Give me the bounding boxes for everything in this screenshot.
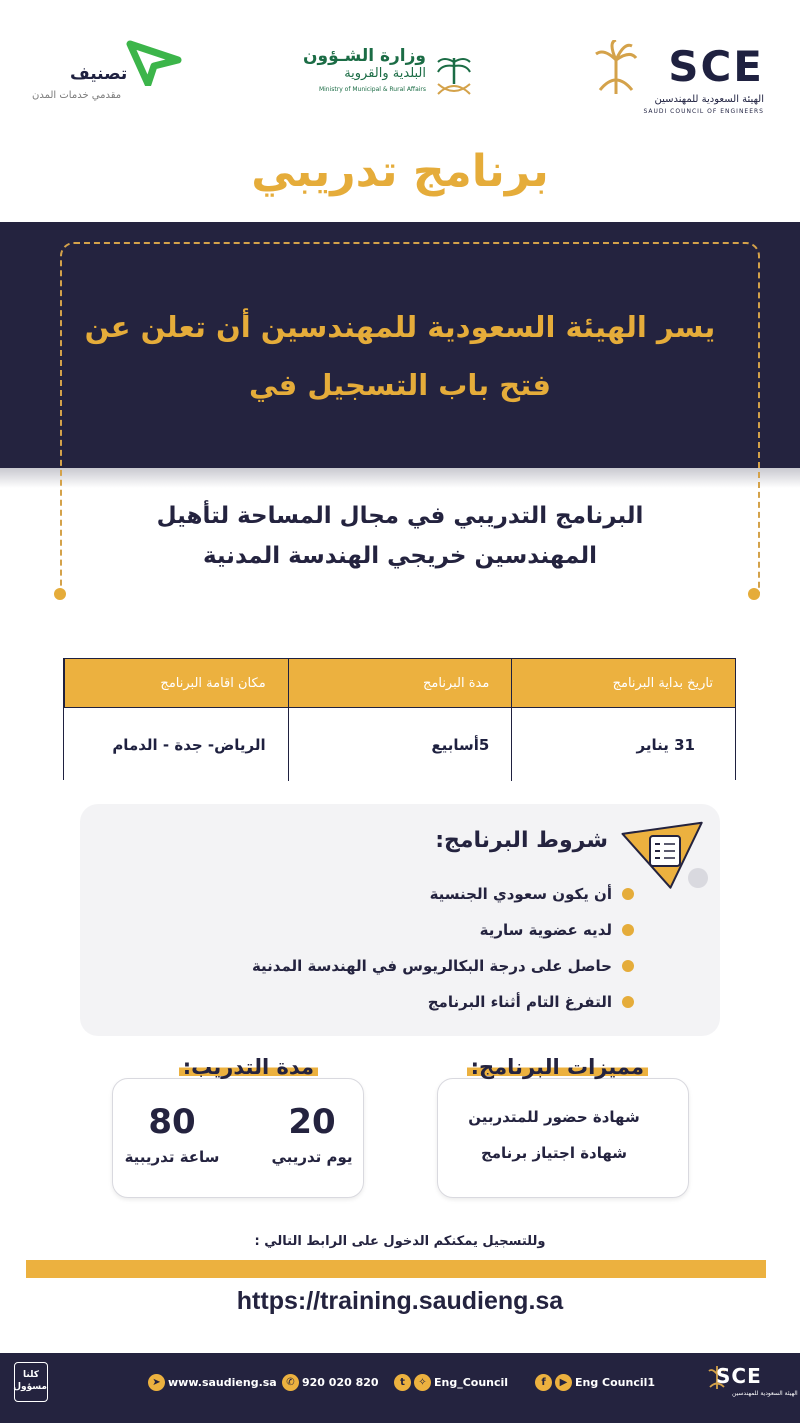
footer-phone[interactable] [282, 1374, 379, 1391]
table-cell-start-date: 31 يناير [511, 707, 735, 781]
palm-swords-icon [594, 40, 638, 96]
days-label: يوم تدريبي [271, 1148, 353, 1166]
conditions-title: شروط البرنامج: [435, 828, 608, 853]
feature-item: شهادة اجتياز برنامج [480, 1144, 628, 1162]
ministry-logo [303, 46, 478, 106]
ministry-en: Ministry of Municipal & Rural Affairs [318, 86, 426, 93]
program-line2: المهندسين خريجي الهندسة المدنية [202, 543, 598, 569]
table-header-duration: مدة البرنامج [288, 659, 512, 707]
condition-text: حاصل على درجة البكالريوس في الهندسة المدنية [251, 957, 612, 975]
list-item [174, 948, 634, 984]
list-item [174, 876, 634, 912]
registration-text: وللتسجيل يمكنكم الدخول على الرابط التالي : [254, 1234, 546, 1249]
tasneef-title: تصنيف [70, 64, 128, 84]
sce-name-ar: الهيئة السعودية للمهندسين [654, 94, 764, 105]
footer-social-facebook[interactable] [535, 1374, 655, 1391]
tasneef-arrow-icon [124, 40, 184, 86]
twitter-icon: t [394, 1374, 411, 1391]
footer-sce-letters: SCE [716, 1364, 762, 1388]
announcement-line1: يسر الهيئة السعودية للمهندسين أن تعلن عن [84, 310, 716, 344]
condition-text: لديه عضوية سارية [479, 921, 612, 939]
features-title: مميزات البرنامج: [467, 1055, 648, 1079]
program-line1: البرنامج التدريبي في مجال المساحة لتأهيل [156, 503, 644, 529]
frame-dot-left [54, 588, 66, 600]
saudi-emblem-icon [434, 54, 474, 100]
list-item [174, 912, 634, 948]
sce-letters: SCE [668, 42, 764, 91]
table-header-start-date: تاريخ بداية البرنامج [511, 659, 735, 707]
snapchat-icon: ✧ [414, 1374, 431, 1391]
tasneef-logo [32, 40, 192, 110]
page-title: برنامج تدريبي [251, 146, 549, 197]
condition-text: التفرغ التام أثناء البرنامج [427, 993, 612, 1011]
announcement-text [60, 298, 740, 414]
gold-bar [26, 1260, 766, 1278]
ministry-line1: وزارة الشـؤون [303, 46, 426, 66]
frame-dot-right [748, 588, 760, 600]
hours-label: ساعة تدريبية [124, 1148, 220, 1166]
footer-phone-text: 920 020 820 [302, 1376, 379, 1389]
bullet-icon [622, 888, 634, 900]
footer-website[interactable] [148, 1374, 277, 1391]
tasneef-subtitle: مقدمي خدمات المدن [32, 90, 122, 101]
ministry-line2: البلدية والقروية [344, 66, 426, 81]
footer-social-twitter[interactable] [394, 1374, 508, 1391]
days-value: 20 [288, 1102, 336, 1142]
cursor-icon: ➤ [148, 1374, 165, 1391]
feature-item: شهادة حضور للمتدربين [468, 1108, 640, 1126]
facebook-icon: f [535, 1374, 552, 1391]
bullet-icon [622, 996, 634, 1008]
sce-logo [594, 38, 764, 115]
footer-social1-text: Eng_Council [434, 1376, 509, 1389]
bullet-icon [622, 924, 634, 936]
list-item [174, 984, 634, 1020]
announcement-line2: فتح باب التسجيل في [248, 368, 552, 402]
phone-icon: ✆ [282, 1374, 299, 1391]
table-cell-location: الرياض- جدة - الدمام [64, 707, 288, 781]
features-card [437, 1078, 689, 1198]
program-info-table [63, 658, 736, 780]
footer-sce-sub: الهيئة السعودية للمهندسين [732, 1390, 798, 1397]
table-header-location: مكان اقامة البرنامج [64, 659, 288, 707]
footer-social2-text: Eng Council1 [575, 1376, 656, 1389]
table-cell-duration: 5أسابيع [288, 707, 512, 781]
program-name [100, 496, 700, 576]
condition-text: أن يكون سعودي الجنسية [429, 885, 612, 903]
youtube-icon: ▶ [555, 1374, 572, 1391]
hours-value: 80 [148, 1102, 196, 1142]
kulna-masool-logo: كلنا مسؤول [14, 1362, 48, 1402]
sce-name-en: SAUDI COUNCIL OF ENGINEERS [643, 108, 764, 115]
bullet-icon [622, 960, 634, 972]
registration-link[interactable]: https://training.saudieng.sa [236, 1287, 564, 1315]
duration-title: مدة التدريب: [179, 1055, 318, 1079]
footer-website-text: www.saudieng.sa [168, 1376, 277, 1389]
conditions-list [174, 876, 634, 1020]
